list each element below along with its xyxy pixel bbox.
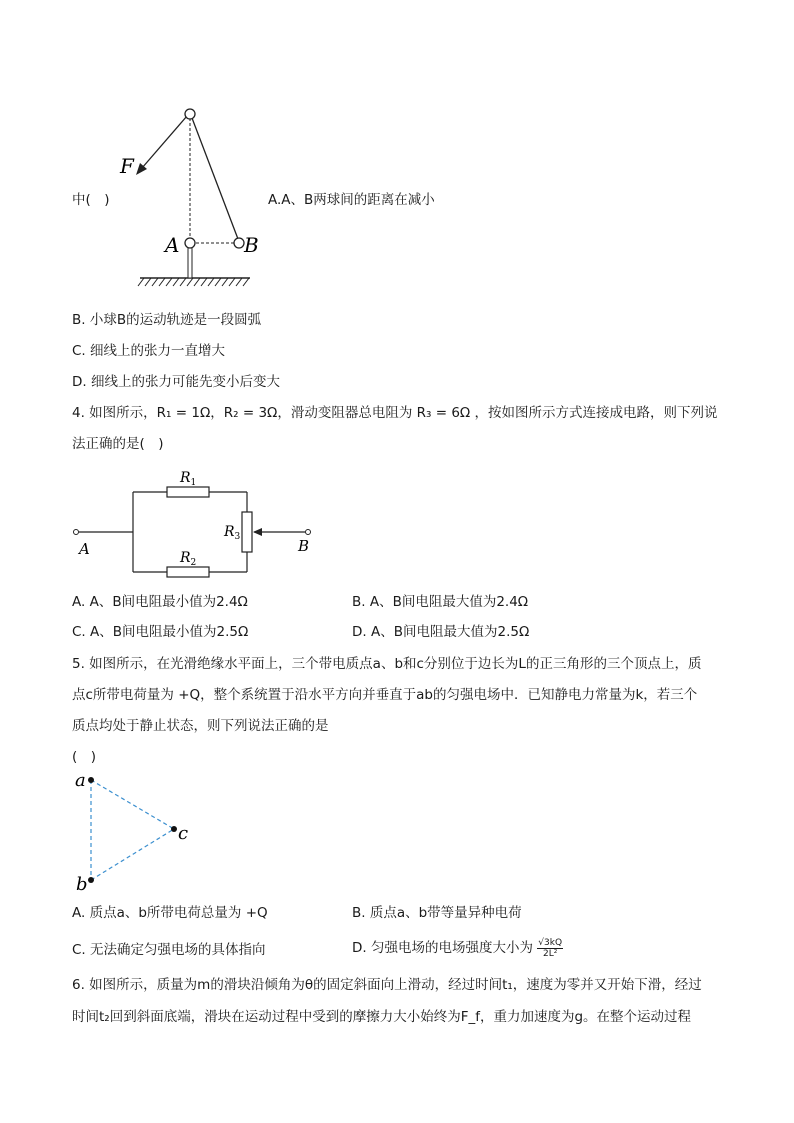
terminal-a <box>74 530 79 535</box>
q3-option-a: A.A、B两球间的距离在减小 <box>268 192 435 208</box>
force-arrow <box>142 116 187 168</box>
side-bc <box>91 829 174 880</box>
label-b: B <box>298 537 310 555</box>
q5-paren: ( ) <box>72 749 97 765</box>
q5-stem-line2: 点c所带电荷量为 +Q，整个系统置于沿水平方向并垂直于ab的匀强电场中．已知静电力常量为k，若三个 <box>72 687 698 703</box>
ball-a <box>185 238 195 248</box>
point-c <box>171 826 177 832</box>
q5-option-d-text: D. 匀强电场的电场强度大小为 <box>352 940 533 956</box>
label-c: c <box>178 823 189 844</box>
q5-option-a: A. 质点a、b所带电荷总量为 +Q <box>72 905 268 921</box>
label-r3: $R_3$ <box>224 524 241 542</box>
q4-option-b: B. A、B间电阻最大值为2.4Ω <box>352 594 529 610</box>
q3-option-b: B. 小球B的运动轨迹是一段圆弧 <box>72 312 262 328</box>
q6-stem-line2: 时间t₂回到斜面底端，滑块在运动过程中受到的摩擦力大小始终为F_f，重力加速度为g。在整个运动过程 <box>72 1009 692 1025</box>
q4-stem-line2: 法正确的是( ) <box>72 436 164 452</box>
q4-stem-line1: 4. 如图所示，R₁ = 1Ω，R₂ = 3Ω，滑动变阻器总电阻为 R₃ = 6Ω ，按如图所示方式连接成电路，则下列说 <box>72 405 718 421</box>
fraction-denominator: 2L² <box>542 948 558 959</box>
label-f: F <box>120 154 134 178</box>
top-ball <box>185 109 195 119</box>
label-r1: $R_1$ <box>180 470 197 488</box>
q3-stem-end: 中( ) <box>72 192 110 208</box>
label-a: a <box>75 770 86 791</box>
q5-option-c: C. 无法确定匀强电场的具体指向 <box>72 942 266 958</box>
point-a <box>88 777 94 783</box>
resistor-r3 <box>242 512 252 552</box>
label-r2: $R_2$ <box>180 550 197 568</box>
circuit-figure <box>70 465 330 590</box>
q6-stem-line1: 6. 如图所示，质量为m的滑块沿倾角为θ的固定斜面向上滑动，经过时间t₁，速度为零并又开始下滑，经过 <box>72 977 702 993</box>
q4-option-d: D. A、B间电阻最大值为2.5Ω <box>352 624 530 640</box>
terminal-b <box>306 530 311 535</box>
support-rod <box>188 248 192 278</box>
point-b <box>88 877 94 883</box>
slider-arrowhead <box>253 528 262 536</box>
q3-option-c: C. 细线上的张力一直增大 <box>72 343 226 359</box>
ball-b <box>234 238 244 248</box>
side-ac <box>91 780 174 829</box>
q5-stem-line3: 质点均处于静止状态，则下列说法正确的是 <box>72 718 329 734</box>
pendulum-figure <box>110 100 270 290</box>
q4-option-a: A. A、B间电阻最小值为2.4Ω <box>72 594 248 610</box>
q5-option-b: B. 质点a、b带等量异种电荷 <box>352 905 522 921</box>
triangle-figure <box>70 770 200 895</box>
fraction-numerator: √3kQ <box>538 937 563 948</box>
q4-option-c: C. A、B间电阻最小值为2.5Ω <box>72 624 249 640</box>
resistor-r1 <box>167 487 209 497</box>
q5-stem-line1: 5. 如图所示，在光滑绝缘水平面上，三个带电质点a、b和c分别位于边长为L的正三角形的三个顶点上，质 <box>72 656 702 672</box>
q5-option-d-fraction <box>537 938 563 959</box>
q3-option-d: D. 细线上的张力可能先变小后变大 <box>72 374 280 390</box>
label-a: A <box>79 540 90 558</box>
resistor-r2 <box>167 567 209 577</box>
label-a: A <box>165 233 180 257</box>
q5-option-d <box>352 934 563 962</box>
label-b: b <box>76 874 88 895</box>
string <box>192 118 238 239</box>
label-b: B <box>244 233 259 257</box>
